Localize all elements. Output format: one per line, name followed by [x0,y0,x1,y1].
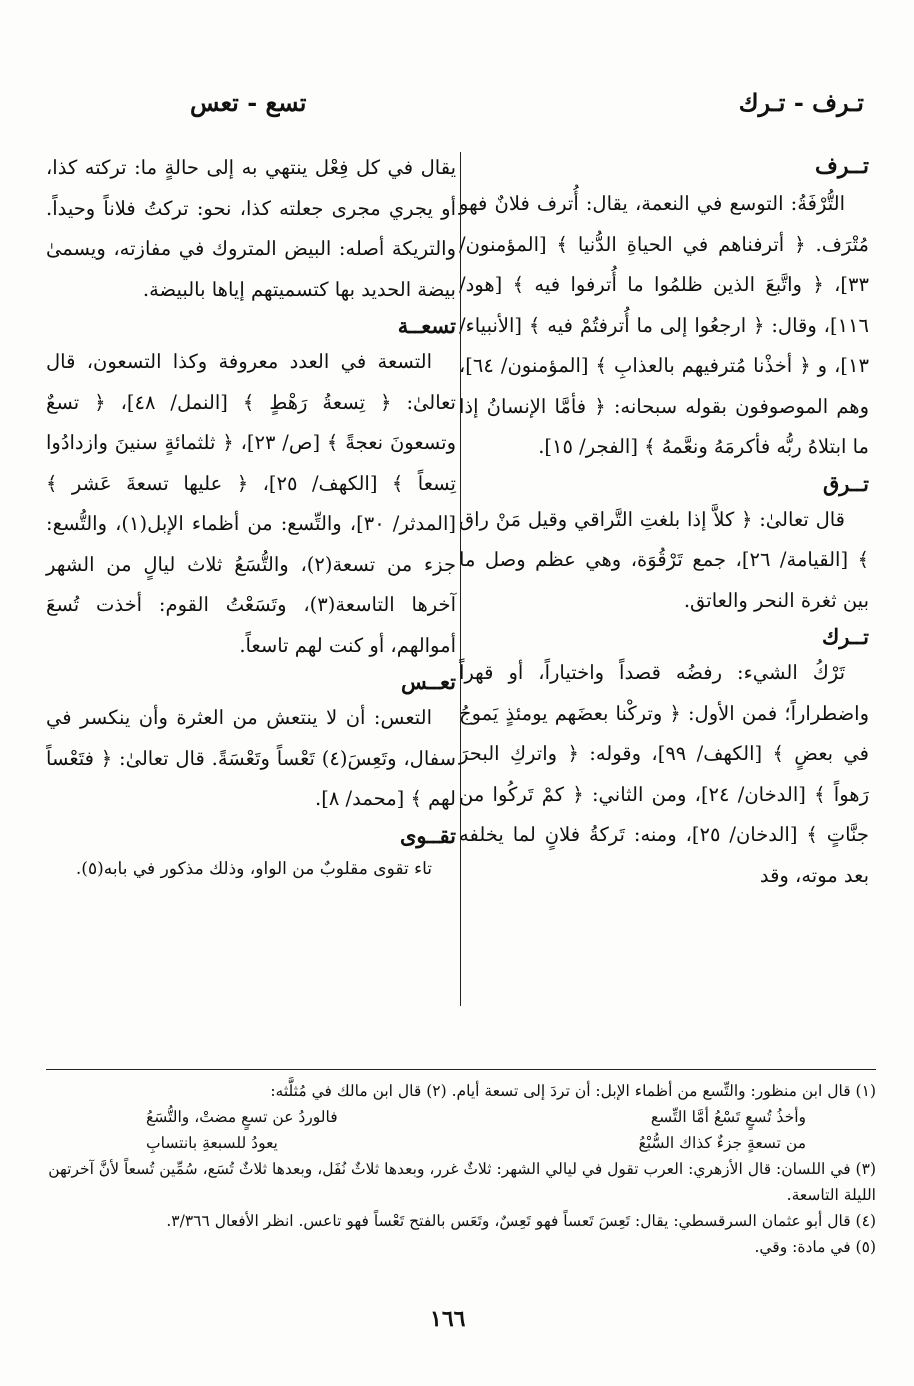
verse-2-hemistich-b: يعودُ للسبعةِ بانتسابِ [146,1134,278,1152]
entry-heading-taraf: تــرف [815,153,869,179]
entry-heading-tas: تعــس [400,669,456,694]
footnote-1-2: (١) قال ابن منظور: والتِّسع من أظماء الإبل: أن تردَ إلى تسعة أيام. (٢) قال ابن مالك في مُثلَّثه: [270,1082,876,1100]
running-head-right: تـرف - تـرك [738,88,864,117]
entry-text-tas: التعس: أن لا ينتعش من العثرة وأن ينكسر في سفال، وتَعِسَ(٤) تَعْساً وتَعْسَةً. قال تعالىٰ: ﴿ فتَعْساً لهم ﴾ [محمد/ ٨]. [46,706,456,810]
entry-text-tis: التسعة في العدد معروفة وكذا التسعون، قال تعالىٰ: ﴿ تِسعةُ رَهْطٍ ﴾ [النمل/ ٤٨]، ﴿ تسعٌ وتسعونَ نعجةً ﴾ [ص/ ٢٣]، ﴿ ثلثمائةٍ سنينَ وازدادُوا تِسعاً ﴾ [الكهف/ ٢٥]، ﴿ عليها تسعةَ عَشر ﴾ [المدثر/ ٣٠]، والتِّسع: من أظماء الإبل(١)، والتُّسع: جزء من تسعة(٢)، والتُّسَعُ ثلاث ليالٍ من الشهر آخرها التاسعة(٣)، وتَسَعْتُ القوم: أخذت تُسعَ أموالهم، أو كنت لهم تاسعاً. [46,350,456,657]
verse-1-hemistich-a: وأخذُ تُسعٍ تَسْعُ أمَّا التِّسع [650,1108,806,1126]
left-column [46,148,456,886]
entry-text-taqwa: تاء تقوى مقلوبٌ من الواو، وذلك مذكور في بابه(٥). [75,858,432,879]
entry-heading-tarak: تــرك [821,624,869,649]
entry-text-tarak-continued: يقال في كل فِعْل ينتهي به إلى حالةٍ ما: تركته كذا، أو يجري مجرى جعلته كذا، نحو: تركتُ فلاناً وحيداً. والتريكة أصله: البيض المتروك في مفازته، ويسمىٰ بيضة الحديد بها كتسميتهم إياها بالبيضة. [46,156,456,301]
footnote-3: (٣) في اللسان: قال الأزهري: العرب تقول في ليالي الشهر: ثلاثٌ غرر، وبعدها ثلاثٌ نُفَل، وبعدها ثلاثٌ تُسَع، سُمِّين تُسعاً لأنَّ آخرتهن الليلة التاسعة. [48,1160,876,1204]
entry-heading-tis: تسعــة [397,313,456,338]
footnote-4: (٤) قال أبو عثمان السرقسطي: يقال: تَعِسَ تَعساً فهو تَعِسٌ، وتَعَس بالفتح تَعْساً فهو تاعس. انظر الأفعال ٣/٣٦٦. [166,1212,876,1230]
verse-2-hemistich-a: من تسعةٍ جزءٌ كذاك السُّبْعُ [638,1134,806,1152]
running-head-left: تسع - تعس [190,88,307,117]
footnote-separator [46,1069,876,1070]
right-column [459,148,869,896]
verse-1-hemistich-b: فالوردُ عن تسعٍ مضتْ، والتُّسَعُ [146,1108,338,1126]
footnotes [46,1078,876,1260]
footnote-5: (٥) في مادة: وقي. [754,1238,876,1256]
entry-text-taraq: قال تعالىٰ: ﴿ كلاَّ إذا بلغتِ التَّراقي وقيل مَنْ راق ﴾ [القيامة/ ٢٦]، جمع تَرْقُوَة، وهي عظم وصل ما بين ثغرة النحر والعاتق. [459,507,869,612]
entry-text-tarak: تَرْكُ الشيء: رفضُه قصداً واختياراً، أو قهراً واضطراراً؛ فمن الأول: ﴿ وتركْنا بعضَهم يومئذٍ يَموجُ في بعضٍ ﴾ [الكهف/ ٩٩]، وقوله: ﴿ واتركِ البحرَ رَهواً ﴾ [الدخان/ ٢٤]، ومن الثاني: ﴿ كمْ تَركُوا من جنَّاتٍ ﴾ [الدخان/ ٢٥]، ومنه: تَركةُ فلانٍ لما يخلفه بعد موته، وقد [459,661,869,887]
verse-line-1 [46,1104,876,1130]
page-number: ١٦٦ [430,1306,466,1332]
column-divider [460,152,461,1006]
entry-text-taraf: التُّرْفَةُ: التوسع في النعمة، يقال: أُترف فلانٌ فهو مُتْرَف. ﴿ أترفناهم في الحياةِ الدُّنيا ﴾ [المؤمنون/ ٣٣]، ﴿ واتَّبعَ الذين ظلمُوا ما أُترفوا فيه ﴾ [هود/ ١١٦]، وقال: ﴿ ارجعُوا إلى ما أُترفتُمْ فيه ﴾ [الأنبياء/ ١٣]، و ﴿ أخذْنا مُترفيهم بالعذابِ ﴾ [المؤمنون/ ٦٤]، وهم الموصوفون بقوله سبحانه: ﴿ فأمَّا الإنسانُ إذا ما ابتلاهُ ربُّه فأكرمَهُ ونعَّمهُ ﴾ [الفجر/ ١٥]. [459,192,869,458]
entry-heading-taraq: تــرق [822,470,869,496]
verse-line-2 [46,1130,876,1156]
entry-heading-taqwa: تقــوى [399,822,456,848]
